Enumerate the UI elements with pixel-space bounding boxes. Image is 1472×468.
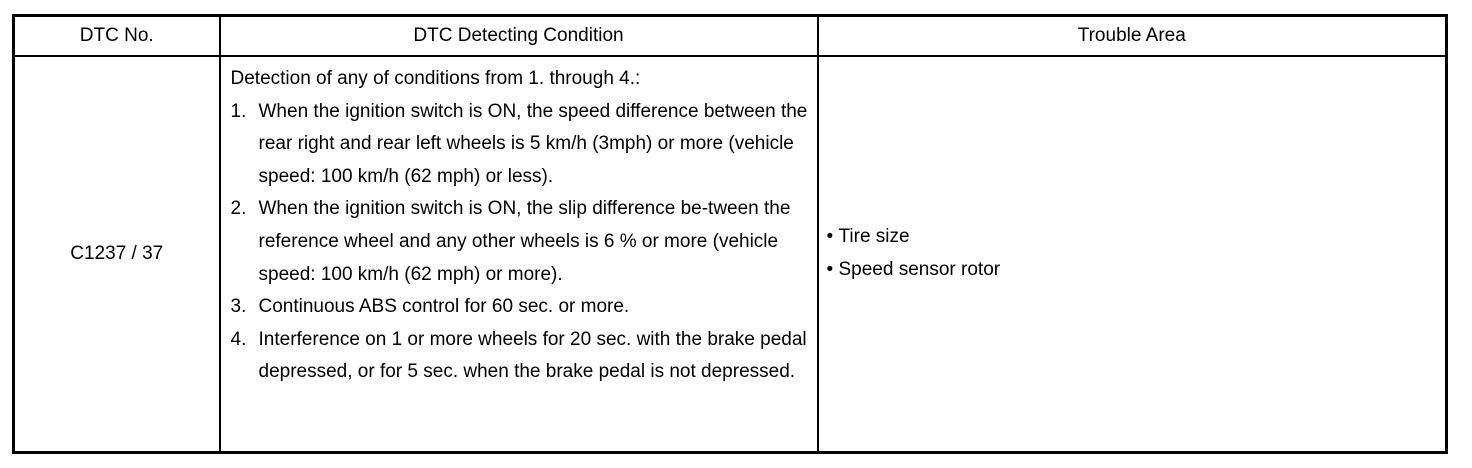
condition-item-4	[231, 324, 809, 389]
condition-item-1	[231, 96, 809, 194]
trouble-area-cell	[818, 56, 1447, 453]
condition-text: When the ignition switch is ON, the speed difference between the rear right and rear left wheels is 5 km/h (3mph) or more (vehicle speed: 100 km/h (62 mph) or less).	[258, 100, 808, 187]
condition-intro: Detection of any of conditions from 1. through 4.:	[230, 68, 641, 89]
header-trouble-area: Trouble Area	[818, 16, 1447, 57]
dtc-number: C1237 / 37	[14, 56, 220, 453]
dtc-table	[12, 14, 1448, 454]
bullet-icon: •	[826, 226, 834, 248]
bullet-icon: •	[826, 259, 834, 280]
condition-list	[231, 96, 809, 389]
trouble-area-item-tire-size	[827, 221, 1446, 254]
condition-number: 2.	[230, 198, 247, 220]
condition-text: Interference on 1 or more wheels for 20 sec. with the brake pedal depressed, or for 5 sec. when the brake pedal is not depressed.	[258, 328, 807, 383]
detecting-condition-cell	[220, 56, 818, 453]
trouble-area-text: Tire size	[838, 226, 910, 248]
condition-text: When the ignition switch is ON, the slip difference be-tween the reference wheel and any other wheels is 6 % or more (vehicle speed: 100 km/h (62 mph) or more).	[258, 198, 791, 285]
trouble-area-item-speed-sensor-rotor	[827, 254, 1446, 287]
trouble-area-text: Speed sensor rotor	[838, 259, 1001, 280]
condition-number: 1.	[230, 100, 247, 122]
condition-text: Continuous ABS control for 60 sec. or more.	[258, 296, 630, 318]
condition-number: 4.	[230, 328, 247, 350]
table-header-row	[14, 16, 1447, 57]
header-dtc-no: DTC No.	[14, 16, 220, 57]
table-row	[14, 56, 1447, 453]
condition-item-2	[231, 193, 809, 291]
condition-item-3	[231, 291, 809, 324]
trouble-area-list	[819, 221, 1446, 286]
condition-number: 3.	[230, 296, 247, 318]
header-dtc-detecting-condition: DTC Detecting Condition	[220, 16, 818, 57]
